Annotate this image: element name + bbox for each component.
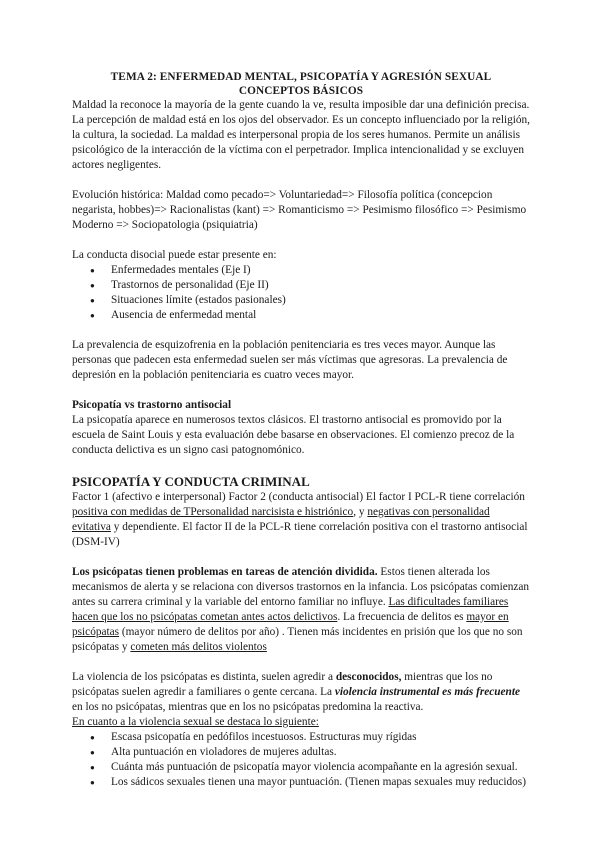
- list-violencia-sexual: [72, 730, 530, 790]
- list-item: ● Situaciones límite (estados pasionales): [111, 293, 530, 308]
- paragraph-atencion-dividida: Los psicópatas tienen problemas en tareas de atención dividida. Estos tienen alterada los mecanismos de alerta y se relaciona con diversos trastornos en la infancia. Los psicópatas comienzan antes su carrera criminal y la variable del entorno familiar no influye. Las dificultades familiares hacen que los no psicópatas cometan antes actos delictivos. La frecuencia de delitos es mayor en psicópatas (mayor número de delitos por año) . Tienen más incidentes en prisión que los que no son psicópatas y cometen más delitos violentos: [72, 566, 530, 653]
- document-subtitle: CONCEPTOS BÁSICOS: [238, 85, 364, 97]
- paragraph-psicopatia: La psicopatía aparece en numerosos textos clásicos. El trastorno antisocial es promovido por la escuela de Saint Louis y esta evaluación debe basarse en observaciones. El comienzo precoz de la conducta delictiva es un signo casi patognomónico.: [72, 414, 515, 456]
- paragraph-maldad: Maldad la reconoce la mayoría de la gente cuando la ve, resulta imposible dar una definición precisa. La percepción de maldad está en los ojos del observador. Es un concepto influenciado por la religión, la cultura, la sociedad. La maldad es interpersonal propia de los seres humanos. Permite un análisis psicológico de la interacción de la víctima con el perpetrador. Implica intencionalidad y se excluyen actores negligentes.: [72, 99, 531, 171]
- heading-psicopatia-vs-trastorno: Psicopatía vs trastorno antisocial: [72, 399, 232, 411]
- list-item: ● Enfermedades mentales (Eje I): [111, 263, 530, 278]
- list-item: ● Escasa psicopatía en pedófilos incestuosos. Estructuras muy rígidas: [111, 730, 530, 745]
- paragraph-violencia-sexual: En cuanto a la violencia sexual se destaca lo siguiente:: [72, 716, 319, 728]
- paragraph-violencia: La violencia de los psicópatas es distinta, suelen agredir a desconocidos, mientras que los no psicópatas suelen agredir a familiares o gente cercana. La violencia instrumental es más frecuente en los no psicópatas, mientras que en los no psicópatas predomina la reactiva.: [72, 671, 520, 713]
- paragraph-conducta-disocial: La conducta disocial puede estar presente en:: [72, 249, 277, 261]
- paragraph-evolucion: Evolución histórica: Maldad como pecado=> Voluntariedad=> Filosofía política (concepcion negarista, hobbes)=> Racionalistas (kant) => Romanticismo => Pesimismo filosófico => Pesimismo Moderno => Sociopatologia (psiquiatria): [72, 189, 527, 231]
- list-item: ● Trastornos de personalidad (Eje II): [111, 278, 530, 293]
- list-item: ● Los sádicos sexuales tienen una mayor puntuación. (Tienen mapas sexuales muy reducidos): [111, 775, 530, 790]
- document-title: TEMA 2: ENFERMEDAD MENTAL, PSICOPATÍA Y AGRESIÓN SEXUAL: [110, 71, 492, 83]
- list-conducta-disocial: [72, 263, 530, 323]
- paragraph-factores: Factor 1 (afectivo e interpersonal) Factor 2 (conducta antisocial) El factor I PCL-R tiene correlación positiva con medidas de TPersonalidad narcisista e histriónico, y negativas con personalidad evitativa y dependiente. El factor II de la PCL-R tiene correlación positiva con el trastorno antisocial (DSM-IV): [72, 491, 528, 548]
- paragraph-prevalencia: La prevalencia de esquizofrenia en la población penitenciaria es tres veces mayor. Aunque las personas que padecen esta enfermedad suelen ser más víctimas que agresoras. La prevalencia de depresión en la población penitenciaria es cuatro veces mayor.: [72, 339, 508, 381]
- list-item: ● Ausencia de enfermedad mental: [111, 308, 530, 323]
- list-item: ● Alta puntuación en violadores de mujeres adultas.: [111, 745, 530, 760]
- heading-psicopatia-conducta-criminal: PSICOPATÍA Y CONDUCTA CRIMINAL: [72, 474, 310, 489]
- list-item: ● Cuánta más puntuación de psicopatía mayor violencia acompañante en la agresión sexual.: [111, 760, 530, 775]
